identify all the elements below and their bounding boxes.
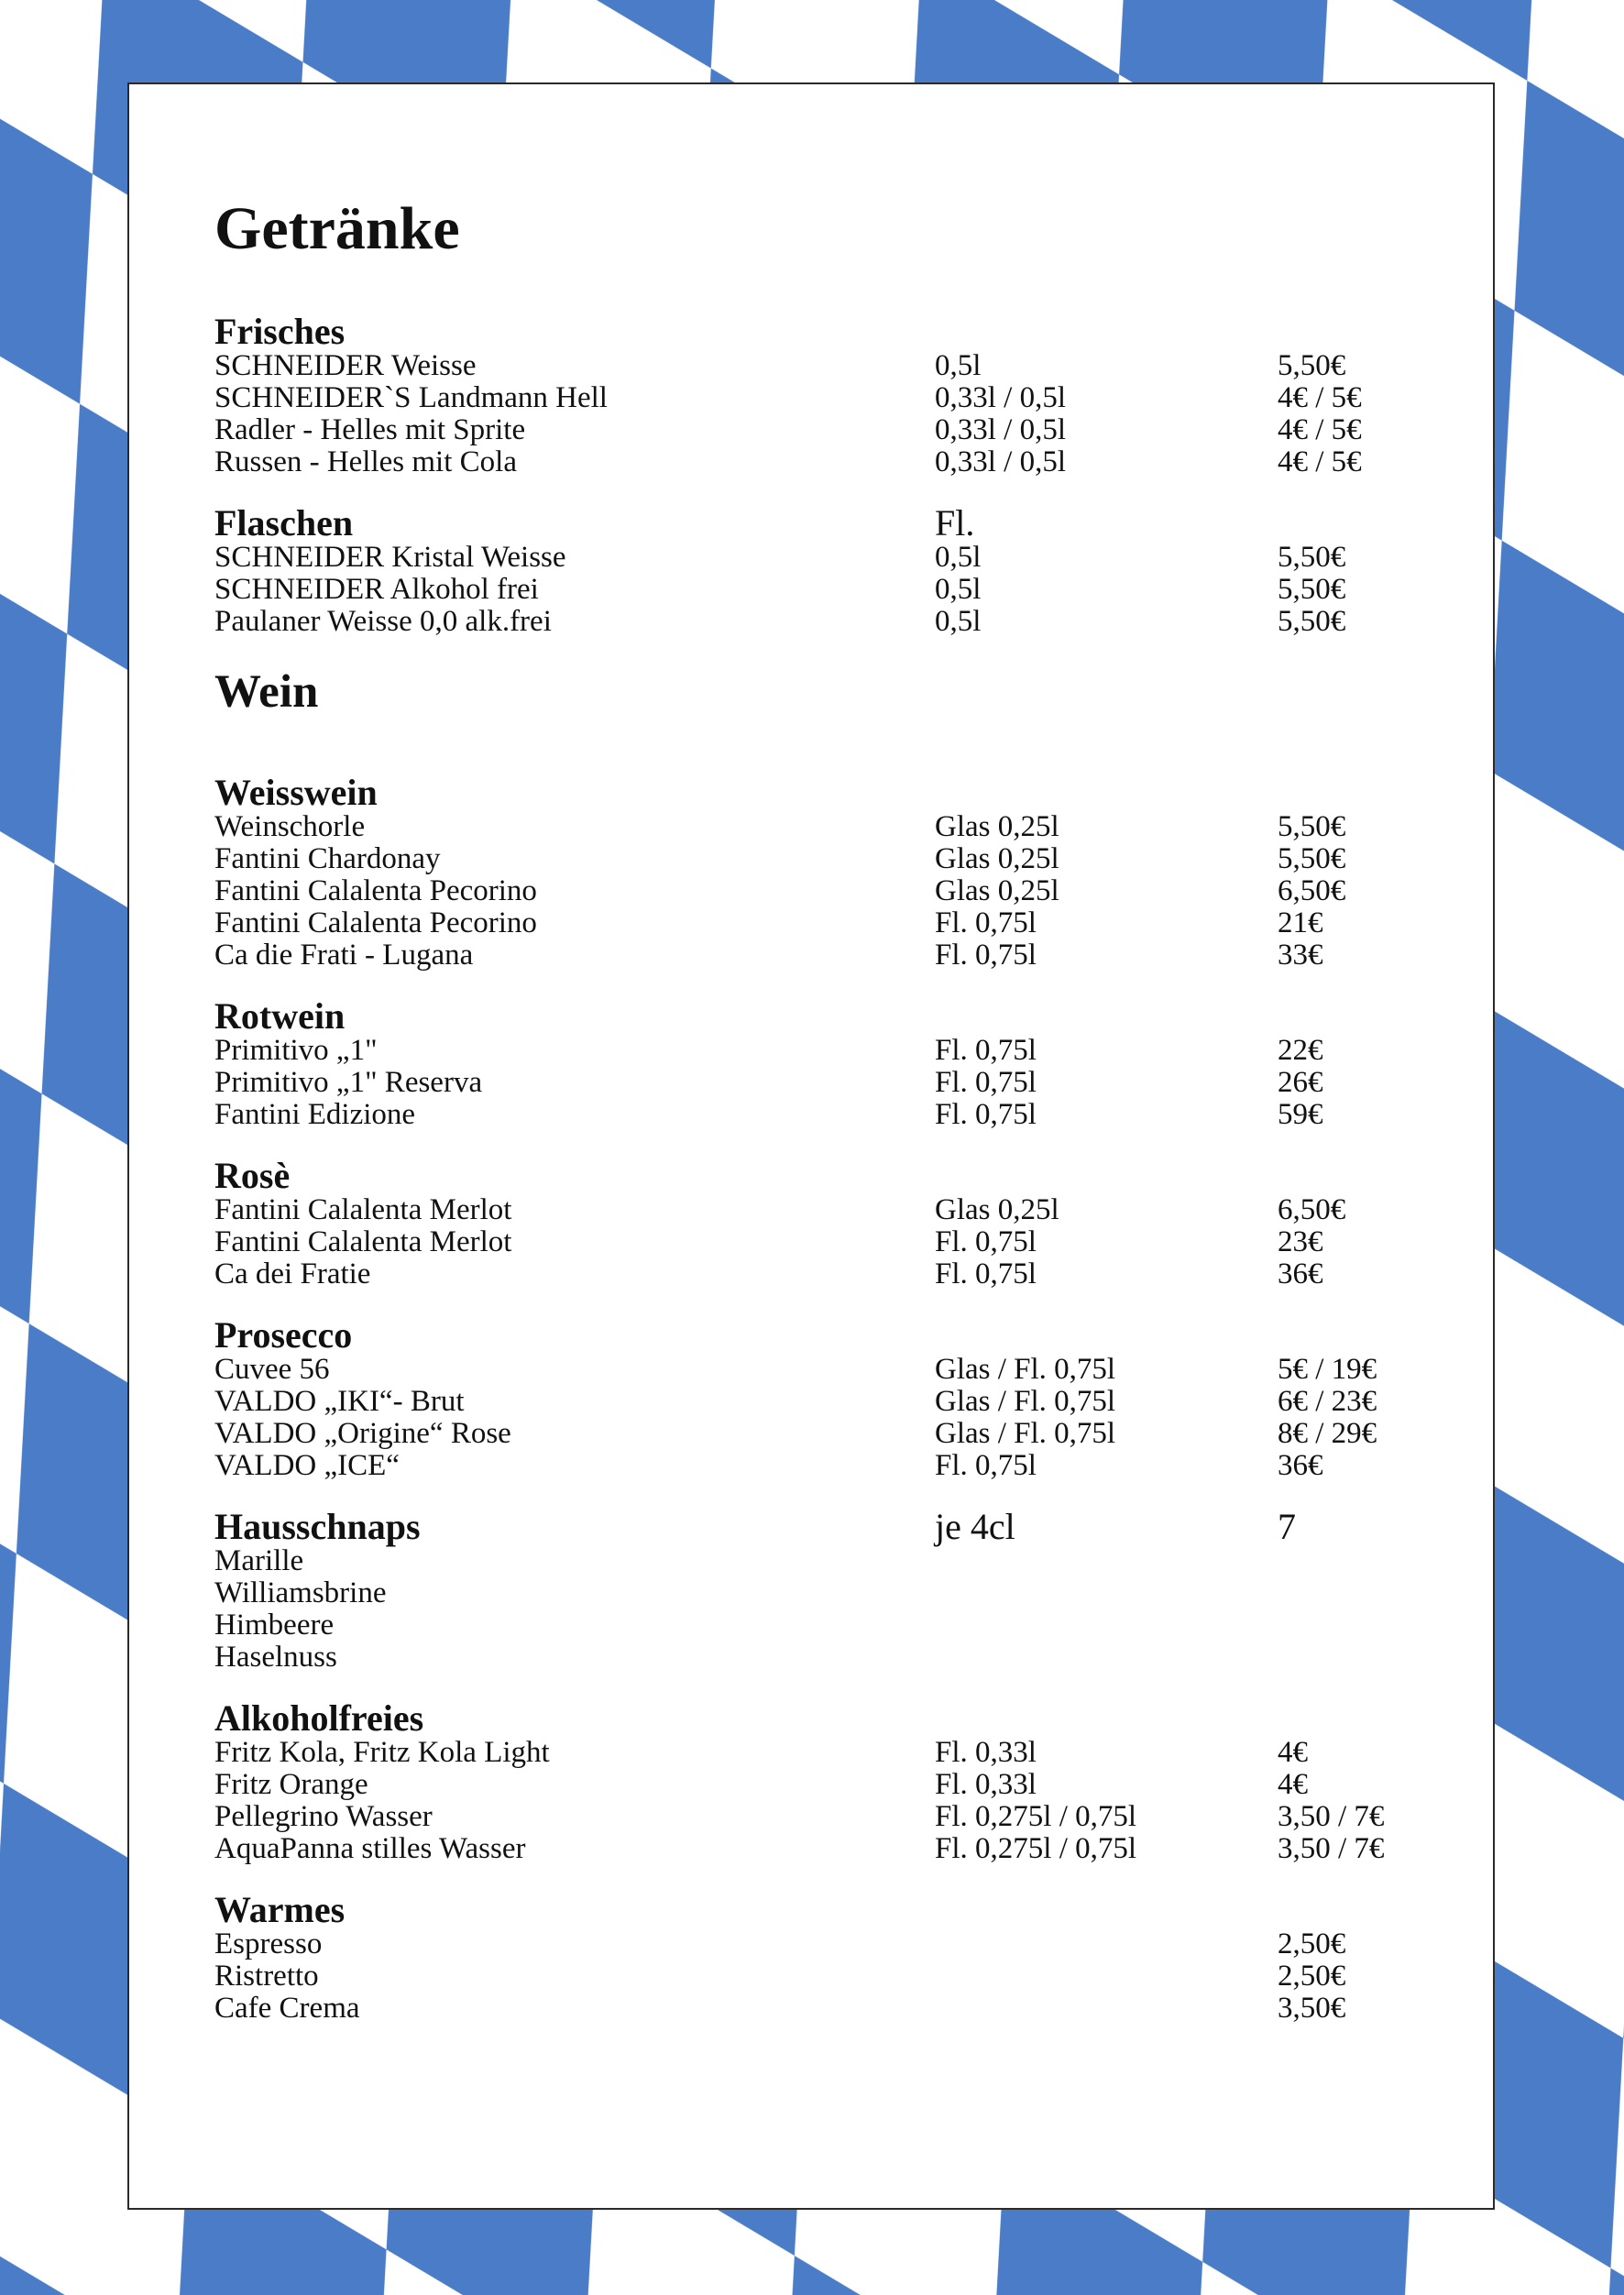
- item-unit: Glas 0,25l: [935, 874, 1059, 907]
- item-price: 21€: [1278, 906, 1323, 939]
- menu-item: [214, 939, 1433, 972]
- menu-item: [214, 574, 1433, 606]
- section-title: Weisswein: [214, 772, 378, 813]
- menu-item: [214, 1226, 1433, 1258]
- section-title: Flaschen: [214, 502, 354, 544]
- menu-item: [214, 1928, 1433, 1960]
- menu-item: [214, 1993, 1433, 2025]
- section-title: Rosè: [214, 1155, 291, 1196]
- section-rose: [214, 1157, 1433, 1290]
- item-name: Fantini Calalenta Pecorino: [214, 906, 537, 939]
- item-name: Primitivo „1" Reserva: [214, 1066, 483, 1099]
- item-price: 6€ / 23€: [1278, 1385, 1377, 1418]
- section-header: [214, 504, 1433, 542]
- menu-item: [214, 1769, 1433, 1801]
- item-name: AquaPanna stilles Wasser: [214, 1832, 526, 1865]
- item-unit: Fl. 0,75l: [935, 1449, 1037, 1482]
- item-name: Cuvee 56: [214, 1353, 330, 1386]
- item-unit: 0,5l: [935, 573, 982, 606]
- section-title: Rotwein: [214, 995, 346, 1037]
- item-price: 2,50€: [1278, 1927, 1346, 1960]
- item-price: 4€ / 5€: [1278, 445, 1362, 478]
- item-unit: Fl. 0,75l: [935, 1225, 1037, 1258]
- item-name: Ristretto: [214, 1960, 319, 1993]
- menu-item: [214, 1194, 1433, 1226]
- item-name: Pellegrino Wasser: [214, 1800, 433, 1833]
- item-name: VALDO „Origine“ Rose: [214, 1417, 511, 1450]
- item-price: 3,50 / 7€: [1278, 1800, 1385, 1833]
- section-title: Hausschnaps: [214, 1506, 421, 1547]
- item-price: 5,50€: [1278, 349, 1346, 382]
- item-unit: Glas / Fl. 0,75l: [935, 1385, 1116, 1418]
- menu-item: [214, 1737, 1433, 1769]
- item-unit: Fl. 0,75l: [935, 1066, 1037, 1099]
- menu-item: [214, 542, 1433, 574]
- item-unit: Glas / Fl. 0,75l: [935, 1353, 1116, 1386]
- item-unit: Fl. 0,275l / 0,75l: [935, 1800, 1137, 1833]
- section-title: Warmes: [214, 1889, 346, 1930]
- section-header: [214, 1508, 1433, 1545]
- section-rotwein: [214, 997, 1433, 1131]
- page-title: Getränke: [214, 195, 460, 262]
- item-price: 33€: [1278, 939, 1323, 972]
- item-price: 5€ / 19€: [1278, 1353, 1377, 1386]
- section-hausschnaps: [214, 1508, 1433, 1674]
- section-warmes: [214, 1891, 1433, 2025]
- menu-item: [214, 1609, 1433, 1642]
- item-name: Russen - Helles mit Cola: [214, 445, 517, 478]
- item-name: Fritz Kola, Fritz Kola Light: [214, 1736, 550, 1769]
- section-header: [214, 1157, 1433, 1194]
- menu-item: [214, 446, 1433, 478]
- item-unit: Fl. 0,75l: [935, 1098, 1037, 1131]
- item-name: Weinschorle: [214, 810, 366, 843]
- menu-item: [214, 1960, 1433, 1993]
- item-name: Fantini Calalenta Merlot: [214, 1225, 512, 1258]
- item-unit: Glas / Fl. 0,75l: [935, 1417, 1116, 1450]
- menu-item: [214, 1801, 1433, 1833]
- item-unit: Fl. 0,33l: [935, 1768, 1037, 1801]
- item-name: Williamsbrine: [214, 1576, 387, 1609]
- item-unit: Fl. 0,75l: [935, 939, 1037, 972]
- item-unit: 0,33l / 0,5l: [935, 381, 1067, 414]
- item-price: 5,50€: [1278, 573, 1346, 606]
- menu-item: [214, 811, 1433, 843]
- item-price: 36€: [1278, 1449, 1323, 1482]
- section-alkoholfreies: [214, 1699, 1433, 1865]
- item-name: Fantini Edizione: [214, 1098, 416, 1131]
- item-price: 36€: [1278, 1257, 1323, 1290]
- section-flaschen: [214, 504, 1433, 638]
- section-header: [214, 774, 1433, 811]
- menu-item: [214, 843, 1433, 875]
- section-header: [214, 313, 1433, 350]
- menu-item: [214, 1354, 1433, 1386]
- section-weisswein: [214, 774, 1433, 972]
- menu-item: [214, 1099, 1433, 1131]
- item-price: 59€: [1278, 1098, 1323, 1131]
- item-unit: Fl. 0,75l: [935, 906, 1037, 939]
- item-price: 2,50€: [1278, 1960, 1346, 1993]
- menu-item: [214, 1035, 1433, 1067]
- item-price: 5,50€: [1278, 541, 1346, 574]
- item-unit: Glas 0,25l: [935, 1193, 1059, 1226]
- item-unit: 0,5l: [935, 605, 982, 638]
- item-price: 3,50 / 7€: [1278, 1832, 1385, 1865]
- item-name: Radler - Helles mit Sprite: [214, 413, 526, 446]
- item-name: Espresso: [214, 1927, 323, 1960]
- item-name: SCHNEIDER`S Landmann Hell: [214, 381, 608, 414]
- section-unit: Fl.: [935, 502, 975, 544]
- section-prosecco: [214, 1316, 1433, 1482]
- item-price: 8€ / 29€: [1278, 1417, 1377, 1450]
- wine-group-title: Wein: [214, 666, 319, 718]
- item-price: 4€ / 5€: [1278, 413, 1362, 446]
- menu-item: [214, 1577, 1433, 1609]
- item-unit: Glas 0,25l: [935, 842, 1059, 875]
- menu-item: [214, 606, 1433, 638]
- section-header: [214, 1316, 1433, 1354]
- item-unit: 0,33l / 0,5l: [935, 413, 1067, 446]
- item-unit: Glas 0,25l: [935, 810, 1059, 843]
- section-title: Prosecco: [214, 1314, 353, 1356]
- item-price: 5,50€: [1278, 810, 1346, 843]
- item-unit: Fl. 0,275l / 0,75l: [935, 1832, 1137, 1865]
- item-name: SCHNEIDER Alkohol frei: [214, 573, 539, 606]
- item-price: 23€: [1278, 1225, 1323, 1258]
- menu-item: [214, 350, 1433, 382]
- section-header: [214, 1699, 1433, 1737]
- item-name: SCHNEIDER Weisse: [214, 349, 477, 382]
- section-price: 7: [1278, 1506, 1296, 1547]
- item-name: Fantini Calalenta Merlot: [214, 1193, 512, 1226]
- item-name: Marille: [214, 1544, 304, 1577]
- menu-item: [214, 1258, 1433, 1290]
- menu-content: [214, 188, 1433, 2050]
- item-unit: Fl. 0,75l: [935, 1034, 1037, 1067]
- menu-item: [214, 1545, 1433, 1577]
- section-frisches: [214, 313, 1433, 478]
- section-title: Alkoholfreies: [214, 1697, 424, 1739]
- menu-item: [214, 1450, 1433, 1482]
- item-price: 4€: [1278, 1768, 1308, 1801]
- menu-item: [214, 1418, 1433, 1450]
- menu-item: [214, 414, 1433, 446]
- item-name: VALDO „IKI“- Brut: [214, 1385, 465, 1418]
- item-price: 6,50€: [1278, 874, 1346, 907]
- menu-item: [214, 1067, 1433, 1099]
- item-unit: Fl. 0,33l: [935, 1736, 1037, 1769]
- item-price: 22€: [1278, 1034, 1323, 1067]
- menu-item: [214, 1833, 1433, 1865]
- menu-item: [214, 382, 1433, 414]
- item-price: 4€ / 5€: [1278, 381, 1362, 414]
- item-price: 26€: [1278, 1066, 1323, 1099]
- item-name: Fritz Orange: [214, 1768, 368, 1801]
- item-unit: 0,5l: [935, 541, 982, 574]
- item-name: Himbeere: [214, 1609, 335, 1642]
- item-price: 3,50€: [1278, 1992, 1346, 2025]
- section-unit: je 4cl: [935, 1506, 1015, 1547]
- menu-item: [214, 875, 1433, 907]
- menu-item: [214, 1642, 1433, 1674]
- item-name: SCHNEIDER Kristal Weisse: [214, 541, 566, 574]
- item-price: 5,50€: [1278, 842, 1346, 875]
- section-header: [214, 1891, 1433, 1928]
- item-price: 4€: [1278, 1736, 1308, 1769]
- item-name: VALDO „ICE“: [214, 1449, 400, 1482]
- beer-sections: [214, 313, 1433, 638]
- item-name: Paulaner Weisse 0,0 alk.frei: [214, 605, 552, 638]
- item-unit: 0,33l / 0,5l: [935, 445, 1067, 478]
- item-name: Fantini Chardonay: [214, 842, 441, 875]
- menu-item: [214, 1386, 1433, 1418]
- item-unit: 0,5l: [935, 349, 982, 382]
- section-title: Frisches: [214, 311, 346, 352]
- menu-item: [214, 907, 1433, 939]
- item-name: Ca dei Fratie: [214, 1257, 371, 1290]
- item-name: Haselnuss: [214, 1641, 337, 1674]
- section-header: [214, 997, 1433, 1035]
- item-name: Fantini Calalenta Pecorino: [214, 874, 537, 907]
- item-unit: Fl. 0,75l: [935, 1257, 1037, 1290]
- item-name: Ca die Frati - Lugana: [214, 939, 474, 972]
- item-name: Primitivo „1": [214, 1034, 378, 1067]
- item-price: 6,50€: [1278, 1193, 1346, 1226]
- item-price: 5,50€: [1278, 605, 1346, 638]
- wine-and-other-sections: [214, 774, 1433, 2025]
- item-name: Cafe Crema: [214, 1992, 360, 2025]
